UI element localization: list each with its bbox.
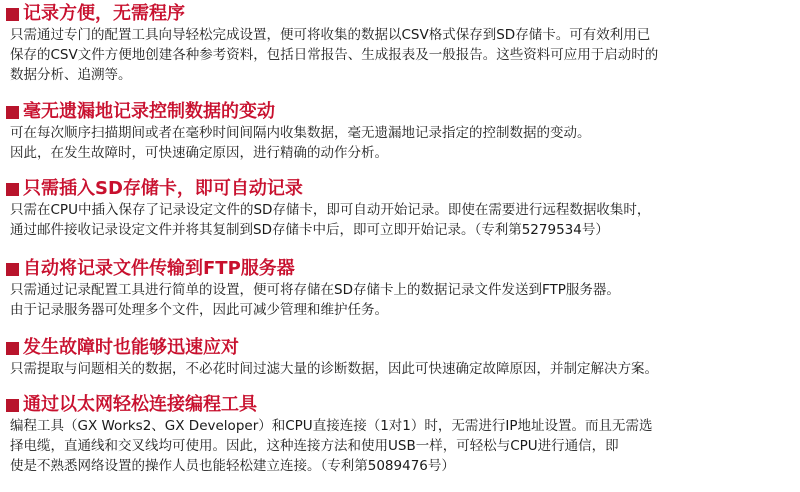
feature-section-sd-card-auto <box>6 178 796 240</box>
square-bullet-icon <box>6 342 19 355</box>
square-bullet-icon <box>6 263 19 276</box>
section-heading <box>6 3 796 25</box>
feature-section-ftp-transfer <box>6 258 796 320</box>
section-heading-text: 发生故障时也能够迅速应对 <box>23 337 239 358</box>
paragraph-line: 择电缆，直通线和交叉线均可使用。因此，这种连接方法和使用USB一样，可轻松与CPU进行通信，即 <box>10 438 619 454</box>
paragraph-line: 使是不熟悉网络设置的操作人员也能轻松建立连接。（专利第5089476号） <box>10 458 455 474</box>
feature-section-ethernet-connection <box>6 394 796 476</box>
feature-section-fast-response <box>6 337 796 379</box>
section-heading-text: 记录方便，无需程序 <box>23 3 185 24</box>
paragraph-line: 只需在CPU中插入保存了记录设定文件的SD存储卡，即可自动开始记录。即使在需要进行远程数据收集时， <box>10 202 651 218</box>
paragraph-line: 因此，在发生故障时，可快速确定原因，进行精确的动作分析。 <box>10 145 388 161</box>
paragraph-line: 编程工具（GX Works2、GX Developer）和CPU直接连接（1对1）时，无需进行IP地址设置。而且无需选 <box>10 418 653 434</box>
square-bullet-icon <box>6 183 19 196</box>
paragraph-line: 数据分析、追溯等。 <box>10 67 132 83</box>
feature-section-easy-logging <box>6 3 796 85</box>
section-heading-text: 毫无遗漏地记录控制数据的变动 <box>23 101 275 122</box>
paragraph-line: 只需通过记录配置工具进行简单的设置，便可将存储在SD存储卡上的数据记录文件发送到FTP服务器。 <box>10 282 620 298</box>
feature-section-complete-recording <box>6 101 796 163</box>
square-bullet-icon <box>6 8 19 21</box>
paragraph-line: 只需提取与问题相关的数据，不必花时间过滤大量的诊断数据，因此可快速确定故障原因，并制定解决方案。 <box>10 361 658 377</box>
section-heading <box>6 337 796 359</box>
paragraph-line: 由于记录服务器可处理多个文件，因此可减少管理和维护任务。 <box>10 302 388 318</box>
section-heading <box>6 178 796 200</box>
paragraph-line: 保存的CSV文件方便地创建各种参考资料，包括日常报告、生成报表及一般报告。这些资料可应用于启动时的 <box>10 47 659 63</box>
section-heading <box>6 258 796 280</box>
section-heading <box>6 101 796 123</box>
paragraph-line: 可在每次顺序扫描期间或者在毫秒时间间隔内收集数据，毫无遗漏地记录指定的控制数据的变动。 <box>10 125 591 141</box>
square-bullet-icon <box>6 399 19 412</box>
section-heading-text: 自动将记录文件传输到FTP服务器 <box>23 258 295 279</box>
paragraph-line: 通过邮件接收记录设定文件并将其复制到SD存储卡中后，即可立即开始记录。（专利第5279534号） <box>10 222 609 238</box>
paragraph-line: 只需通过专门的配置工具向导轻松完成设置，便可将收集的数据以CSV格式保存到SD存储卡。可有效利用已 <box>10 27 651 43</box>
section-heading-text: 通过以太网轻松连接编程工具 <box>23 394 257 415</box>
square-bullet-icon <box>6 106 19 119</box>
section-heading-text: 只需插入SD存储卡，即可自动记录 <box>23 178 303 199</box>
section-heading <box>6 394 796 416</box>
